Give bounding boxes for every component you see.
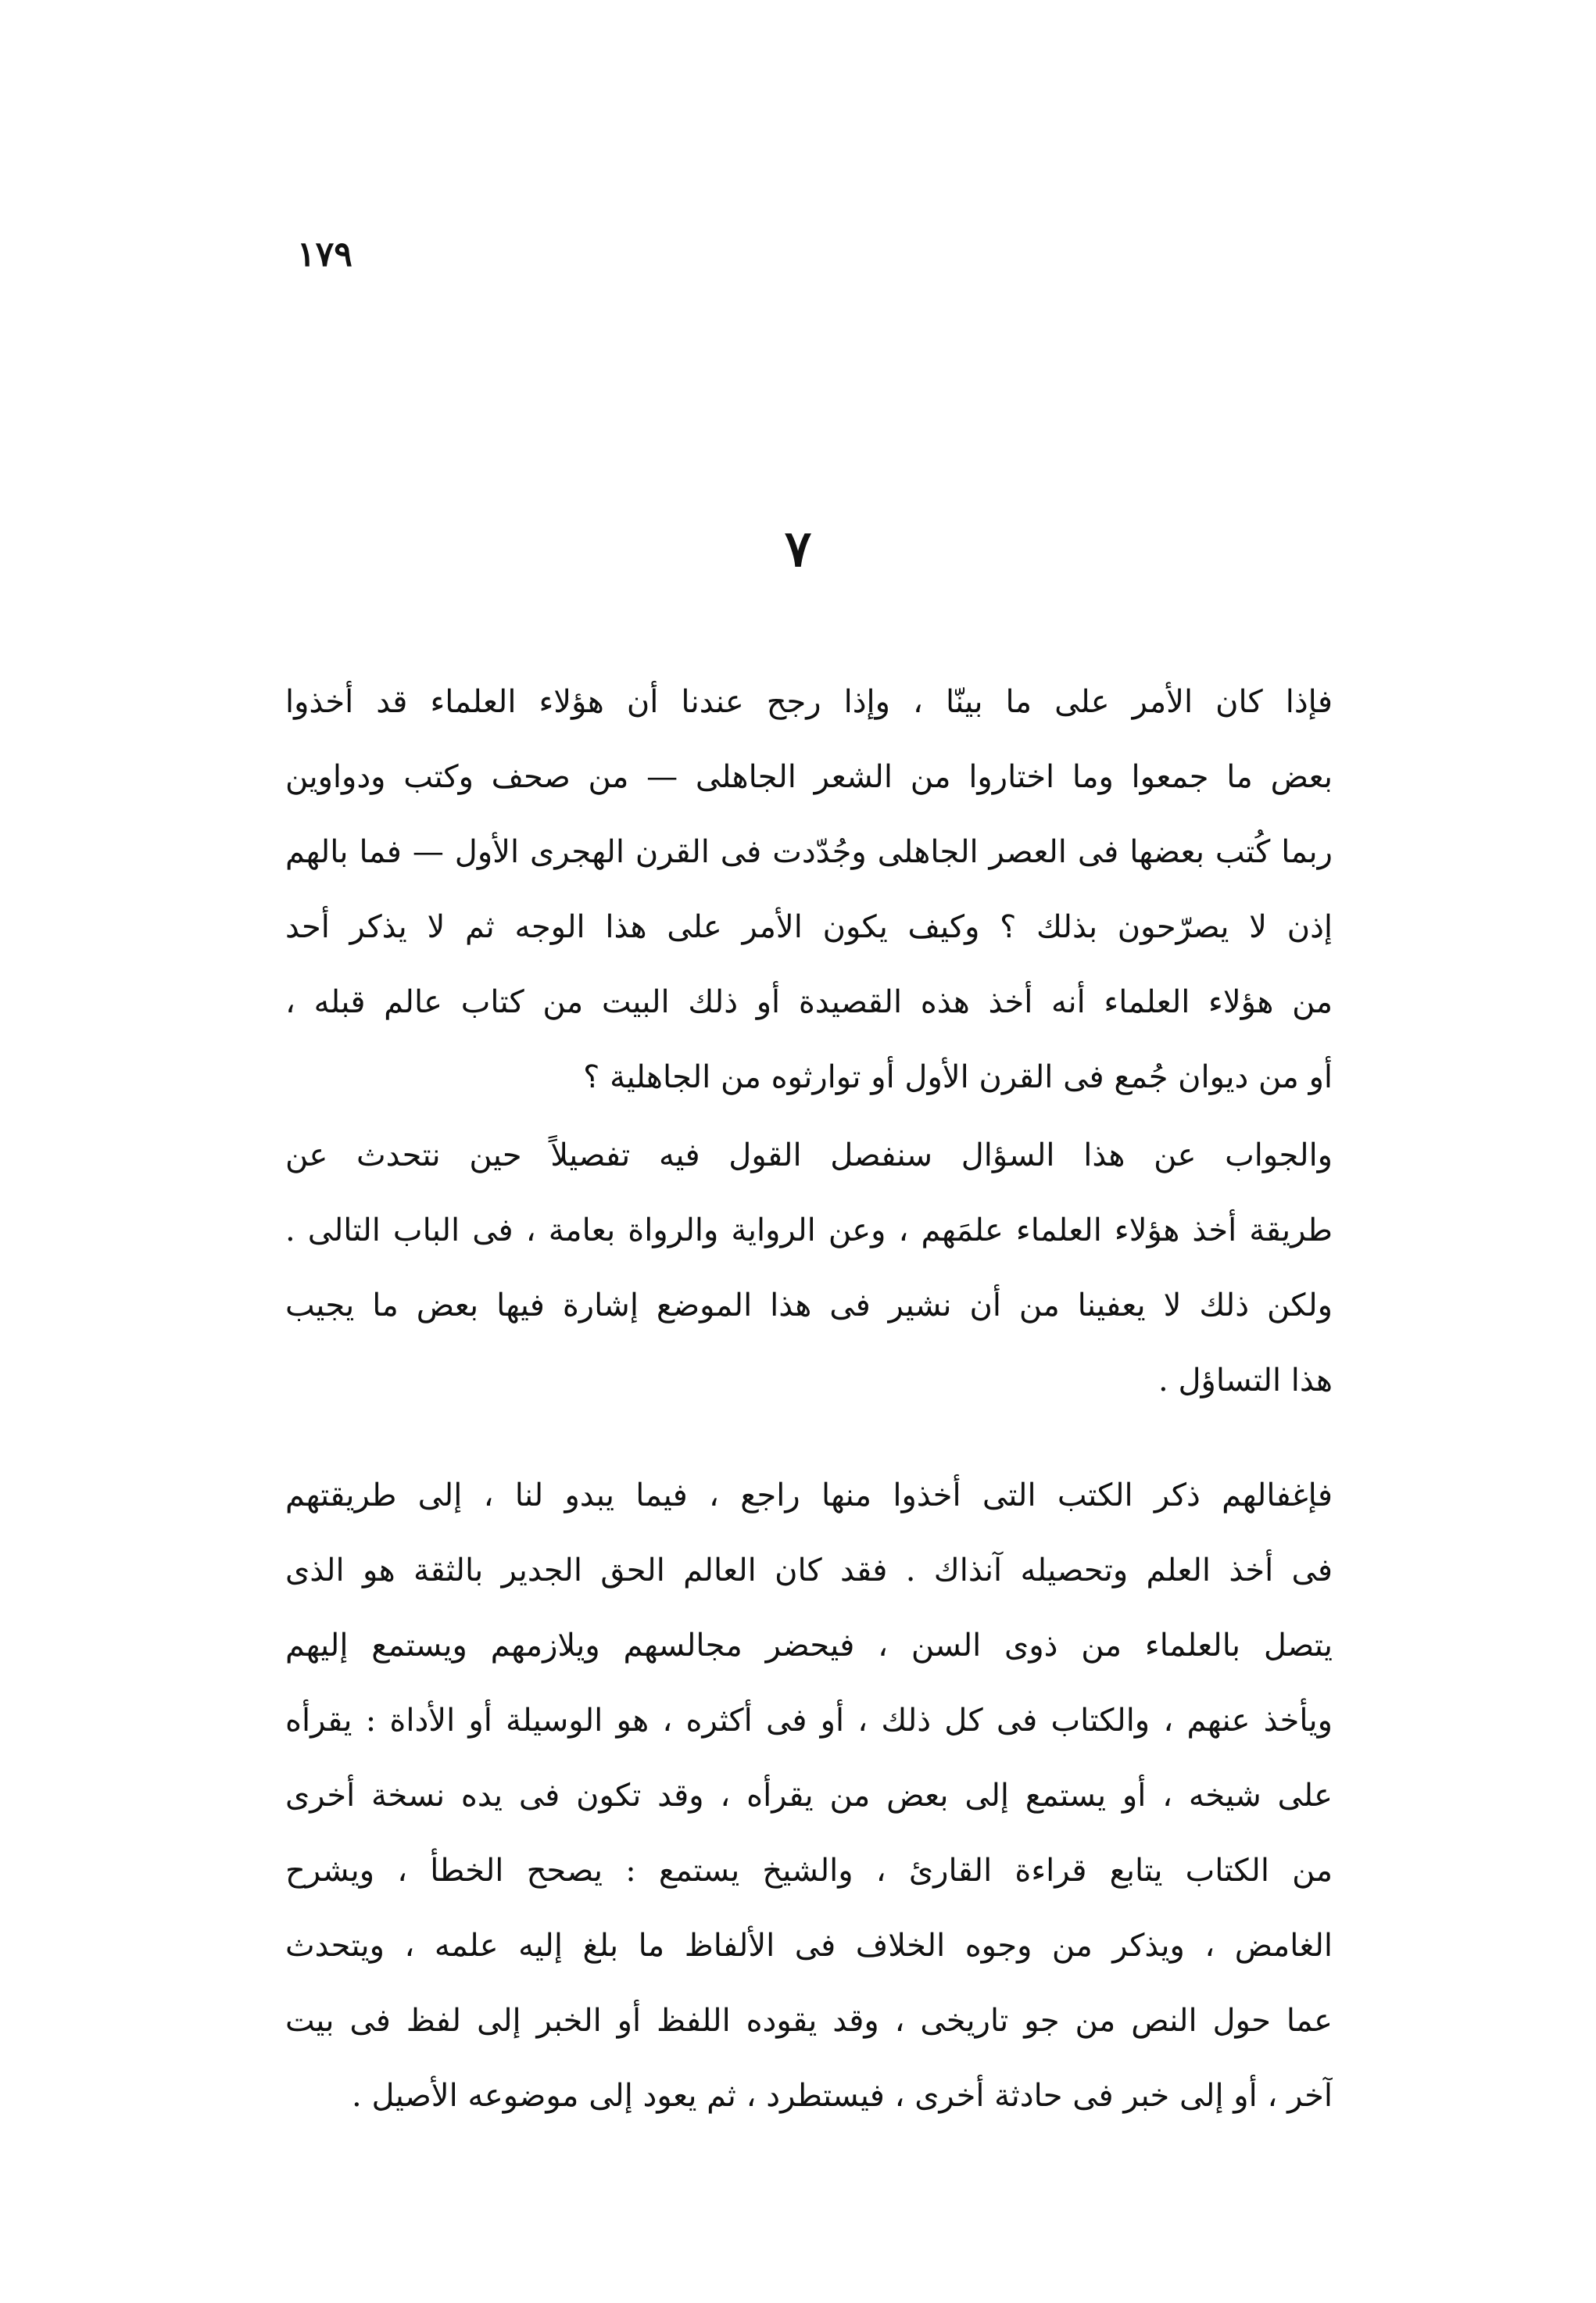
chapter-number: ٧ [784, 520, 812, 578]
paragraph-line: من هؤلاء العلماء أنه أخذ هذه القصيدة أو ذلك البيت من كتاب عالم قبله ، [285, 984, 1333, 1020]
paragraph-line: هذا التساؤل . [1158, 1363, 1333, 1399]
page-number: ١٧٩ [297, 235, 352, 274]
paragraph-line: طريقة أخذ هؤلاء العلماء علمَهم ، وعن الرواية والرواة بعامة ، فى الباب التالى . [285, 1212, 1333, 1248]
paragraph-line: ولكن ذلك لا يعفينا من أن نشير فى هذا الموضع إشارة فيها بعض ما يجيب [285, 1288, 1333, 1323]
paragraph-line: والجواب عن هذا السؤال سنفصل القول فيه تفصيلاً حين نتحدث عن [285, 1137, 1333, 1173]
paragraph-line: ويأخذ عنهم ، والكتاب فى كل ذلك ، أو فى أكثره ، هو الوسيلة أو الأداة : يقرأه [285, 1703, 1333, 1739]
paragraph-line: الغامض ، ويذكر من وجوه الخلاف فى الألفاظ ما بلغ إليه علمه ، ويتحدث [285, 1928, 1333, 1964]
paragraph-line: إذن لا يصرّحون بذلك ؟ وكيف يكون الأمر على هذا الوجه ثم لا يذكر أحد [285, 909, 1333, 945]
paragraph-line: فإغفالهم ذكر الكتب التى أخذوا منها راجع ، فيما يبدو لنا ، إلى طريقتهم [285, 1477, 1333, 1513]
paragraph-line: أو من ديوان جُمع فى القرن الأول أو توارثوه من الجاهلية ؟ [583, 1059, 1333, 1095]
paragraph-3 [285, 1458, 1333, 2133]
paragraph-line: بعض ما جمعوا وما اختاروا من الشعر الجاهلى — من صحف وكتب ودواوين [285, 759, 1333, 795]
paragraph-line: ربما كُتب بعضها فى العصر الجاهلى وجُدّدت فى القرن الهجرى الأول — فما بالهم [285, 834, 1333, 870]
paragraph-line: من الكتاب يتابع قراءة القارئ ، والشيخ يستمع : يصحح الخطأ ، ويشرح [285, 1853, 1333, 1889]
paragraph-2 [285, 1118, 1333, 1418]
paragraph-1 [285, 664, 1333, 1115]
paragraph-line: على شيخه ، أو يستمع إلى بعض من يقرأه ، وقد تكون فى يده نسخة أخرى [285, 1778, 1333, 1814]
paragraph-line: فإذا كان الأمر على ما بينّا ، وإذا رجح عندنا أن هؤلاء العلماء قد أخذوا [285, 684, 1333, 720]
paragraph-line: عما حول النص من جو تاريخى ، وقد يقوده اللفظ أو الخبر إلى لفظ فى بيت [285, 2003, 1333, 2039]
paragraph-line: آخر ، أو إلى خبر فى حادثة أخرى ، فيستطرد ، ثم يعود إلى موضوعه الأصيل . [352, 2078, 1333, 2114]
paragraph-line: فى أخذ العلم وتحصيله آنذاك . فقد كان العالم الحق الجدير بالثقة هو الذى [285, 1553, 1333, 1588]
paragraph-line: يتصل بالعلماء من ذوى السن ، فيحضر مجالسهم ويلازمهم ويستمع إليهم [285, 1628, 1333, 1664]
